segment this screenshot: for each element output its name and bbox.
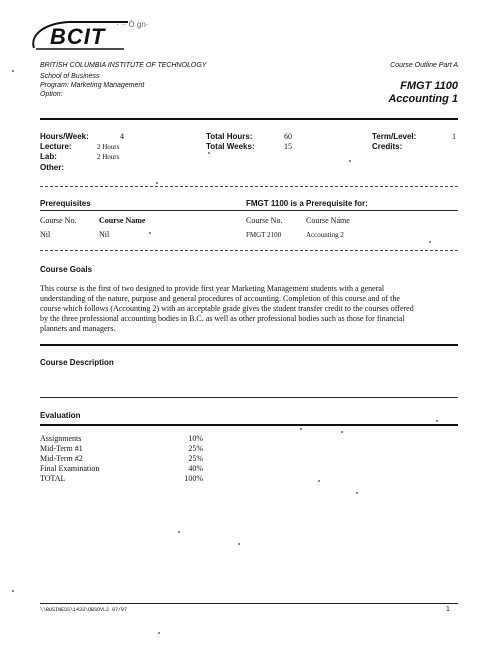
goals-line: planners and managers. [40, 324, 116, 333]
total-weeks-value: 15 [284, 142, 292, 151]
school-name: School of Business [40, 73, 100, 80]
scan-speck [349, 160, 351, 162]
scan-speck [318, 480, 320, 482]
scan-speck [149, 232, 151, 234]
prereq-row-name: Nil [99, 230, 110, 239]
header-divider [40, 118, 458, 120]
lecture-value: 2 Hours [97, 143, 120, 151]
goals-line: course which follows (Accounting 2) with an acceptable grade gives the student transfer credit to the courses offered [40, 304, 414, 313]
logo-text: BCIT [50, 24, 106, 49]
logo-scribble: · ·· Ò gn· [116, 20, 149, 29]
eval-label: Final Examination [40, 464, 100, 473]
eval-label: Mid-Term #1 [40, 444, 83, 453]
outline-part: Course Outline Part A [390, 62, 458, 69]
prereq-for-col-name: Course Name [306, 216, 350, 225]
evaluation-divider [40, 424, 458, 426]
institute-name: BRITISH COLUMBIA INSTITUTE OF TECHNOLOGY [40, 62, 207, 69]
prereq-for-col-no: Course No. [246, 216, 283, 225]
goals-divider [40, 344, 458, 346]
scan-speck [158, 632, 160, 634]
scan-speck [178, 531, 180, 533]
footer-divider [40, 603, 458, 604]
lab-value: 2 Hours [97, 153, 120, 161]
prereq-for-heading: FMGT 1100 is a Prerequisite for: [246, 199, 368, 208]
credits-label: Credits: [372, 142, 403, 151]
eval-value: 40% [188, 464, 203, 473]
eval-value: 25% [188, 444, 203, 453]
goals-line: understanding of the nature, purpose and general procedures of accounting. Completion of this course and of the [40, 294, 400, 303]
scan-speck [436, 420, 438, 422]
scan-speck [208, 152, 210, 154]
info-divider [40, 186, 458, 187]
prereq-heading: Prerequisites [40, 199, 91, 208]
scan-speck [356, 492, 358, 494]
scan-speck [429, 241, 431, 243]
scan-speck [12, 70, 14, 72]
description-divider [40, 397, 458, 398]
lab-label: Lab: [40, 152, 57, 161]
program-name: Program: Marketing Management [40, 82, 145, 89]
prereq-for-row-no: FMGT 2100 [246, 231, 282, 239]
term-level-label: Term/Level: [372, 132, 417, 141]
scan-speck [341, 431, 343, 433]
prereq-bottom-divider [40, 250, 458, 251]
lecture-label: Lecture: [40, 142, 72, 151]
goals-heading: Course Goals [40, 265, 93, 274]
eval-label: Mid-Term #2 [40, 454, 83, 463]
option-label: Option: [40, 91, 63, 98]
eval-label: Assignments [40, 434, 82, 443]
prereq-col-no: Course No. [40, 216, 77, 225]
eval-label: TOTAL [40, 474, 66, 483]
total-weeks-label: Total Weeks: [206, 142, 255, 151]
eval-value: 100% [184, 474, 203, 483]
prereq-col-name: Course Name [99, 216, 146, 225]
evaluation-heading: Evaluation [40, 411, 81, 420]
scan-speck [238, 543, 240, 545]
total-hours-label: Total Hours: [206, 132, 253, 141]
scan-speck [156, 182, 158, 184]
hours-week-label: Hours/Week: [40, 132, 89, 141]
goals-line: This course is the first of two designed to provide first year Marketing Management students with a general [40, 284, 385, 293]
course-code: FMGT 1100 [400, 80, 458, 92]
goals-line: by the three professional accounting bodies in B.C. as well as other professional bodies such as those for financial [40, 314, 405, 323]
footer-page-number: 1 [446, 606, 450, 613]
goals-text [40, 284, 480, 334]
eval-value: 25% [188, 454, 203, 463]
description-heading: Course Description [40, 358, 114, 367]
other-label: Other: [40, 163, 64, 172]
prereq-divider [40, 210, 458, 211]
prereq-row-no: Nil [40, 230, 51, 239]
term-level-value: 1 [452, 132, 456, 141]
prereq-for-row-name: Accounting 2 [306, 231, 344, 239]
hours-week-value: 4 [120, 132, 124, 141]
course-title: Accounting 1 [388, 93, 458, 105]
footer-path: \\BUSINESS\1433\OBSOVL2 07/97 [40, 607, 128, 613]
scan-speck [300, 428, 302, 430]
scan-speck [12, 590, 14, 592]
eval-value: 10% [188, 434, 203, 443]
total-hours-value: 60 [284, 132, 292, 141]
